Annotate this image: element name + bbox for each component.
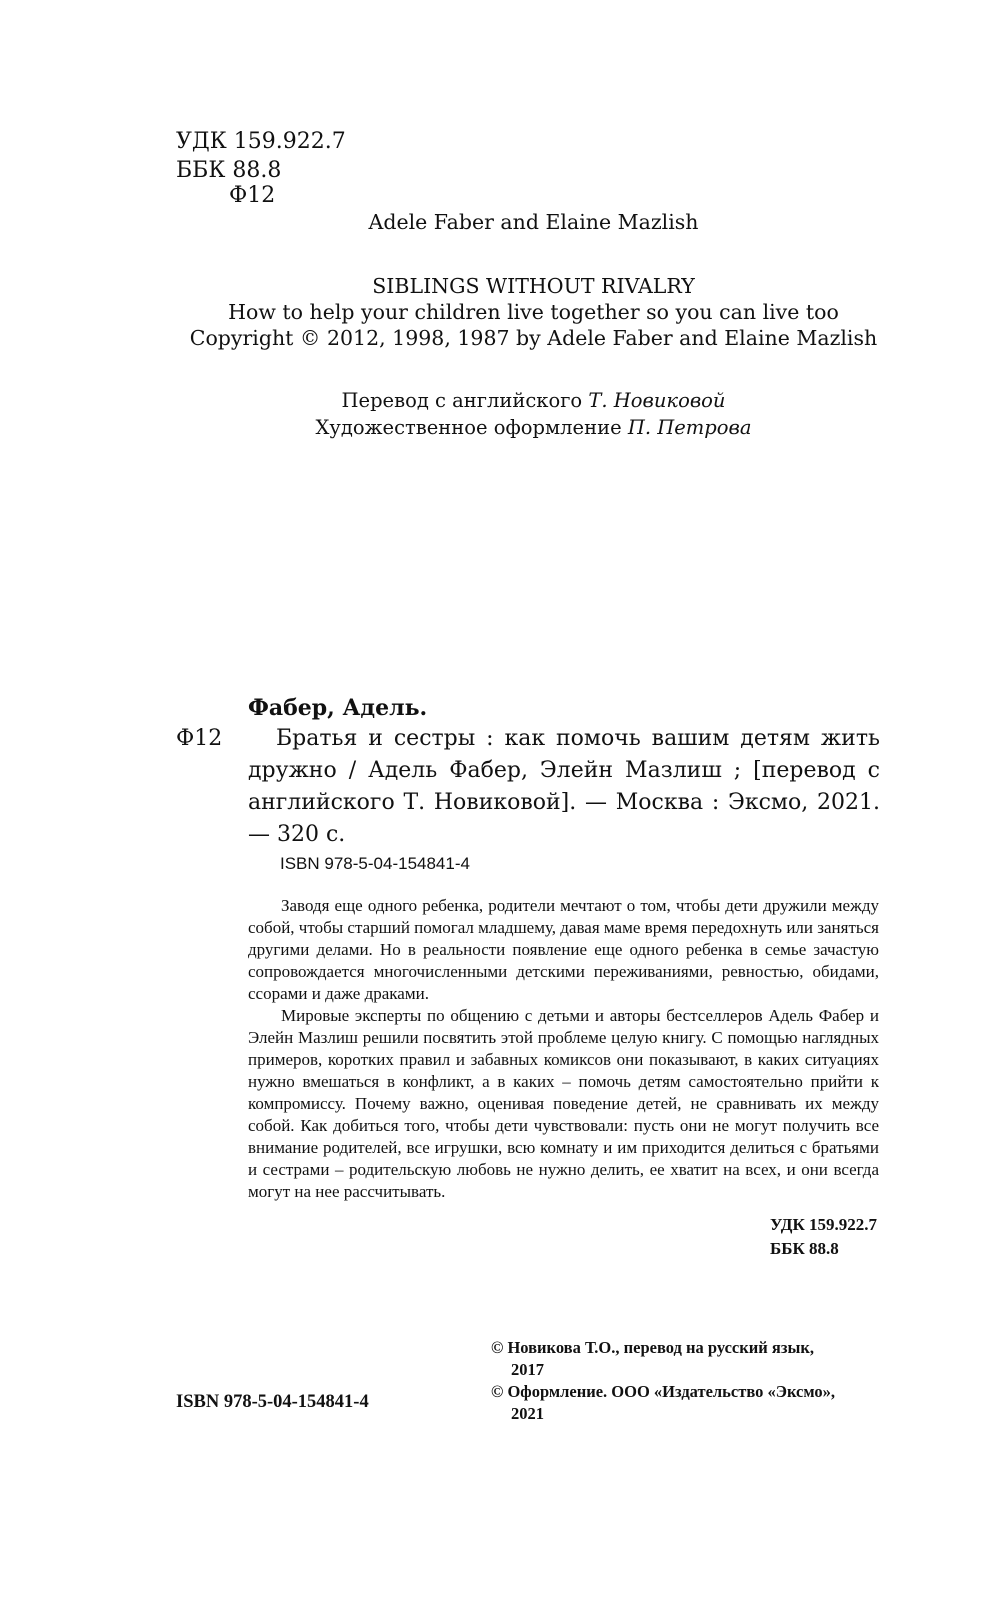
footer-udk: УДК 159.922.7	[770, 1215, 878, 1234]
footer-bbk: ББК 88.8	[770, 1239, 839, 1258]
translation-credit	[0, 386, 1000, 416]
annotation-paragraph-1: Заводя еще одного ребенка, родители мечтают о том, чтобы дети дружили между собой, чтобы старший помогал младшему, давая маме время передохнуть или заняться другими делами. Но в реальности появление еще одного ребенка в семье зачастую сопровождается многочисленными детскими переживаниями, ревностью, обидами, ссорами и даже драками.	[248, 896, 879, 1003]
original-copyright: Copyright © 2012, 1998, 1987 by Adele Faber and Elaine Mazlish	[189, 326, 878, 350]
catalog-author-mark: Ф12	[176, 726, 223, 751]
copyright-translation	[491, 1337, 835, 1425]
udk-code: УДК 159.922.7	[176, 129, 346, 154]
catalog-isbn: ISBN 978-5-04-154841-4	[280, 854, 470, 873]
copyright-design-line: © Оформление. ООО «Издательство «Эксмо»,	[491, 1382, 836, 1401]
original-authors: Adele Faber and Elaine Mazlish	[368, 210, 699, 234]
original-title: SIBLINGS WITHOUT RIVALRY	[372, 274, 695, 298]
annotation-paragraph-2: Мировые эксперты по общению с детьми и авторы бестселлеров Адель Фабер и Элейн Мазлиш решили посвятить этой проблеме целую книгу. С помощью наглядных примеров, коротких правил и забавных комиксов они показывают, в каких ситуациях нужно вмешаться в конфликт, а в каких – помочь детям самостоятельно прийти к компромиссу. Почему важно, оценивая поведение детей, не сравнивать их между собой. Как добиться того, чтобы дети чувствовали: пусть они не могут получить все внимание родителей, все игрушки, всю комнату и им приходится делиться с братьями и сестрами – родительскую любовь не нужно делить, ее хватит на всех, и они всегда могут на нее рассчитывать.	[248, 1006, 879, 1201]
translation-label: Перевод с английского	[341, 389, 583, 412]
annotation	[248, 895, 879, 1203]
design-credit	[0, 413, 1000, 443]
translator-name: Т. Новиковой	[588, 389, 726, 412]
footer-isbn: ISBN 978-5-04-154841-4	[176, 1392, 369, 1412]
author-mark: Ф12	[229, 183, 276, 208]
copyright-translation-line: © Новикова Т.О., перевод на русский язык,	[491, 1338, 814, 1357]
author-heading: Фабер, Адель.	[248, 695, 428, 721]
catalog-entry: Братья и сестры : как помочь вашим детям жить дружно / Адель Фабер, Элейн Мазлиш ; [перевод с английского Т. Новиковой]. — Москва : Эксмо, 2021. — 320 с.	[248, 726, 880, 847]
designer-name: П. Петрова	[627, 416, 752, 439]
bbk-code: ББК 88.8	[176, 158, 282, 183]
catalog-author-heading	[248, 692, 928, 725]
copyright-translation-year: 2017	[511, 1360, 544, 1379]
original-subtitle: How to help your children live together so you can live too	[228, 300, 839, 324]
design-label: Художественное оформление	[315, 416, 622, 439]
copyright-design-year: 2021	[511, 1404, 544, 1423]
